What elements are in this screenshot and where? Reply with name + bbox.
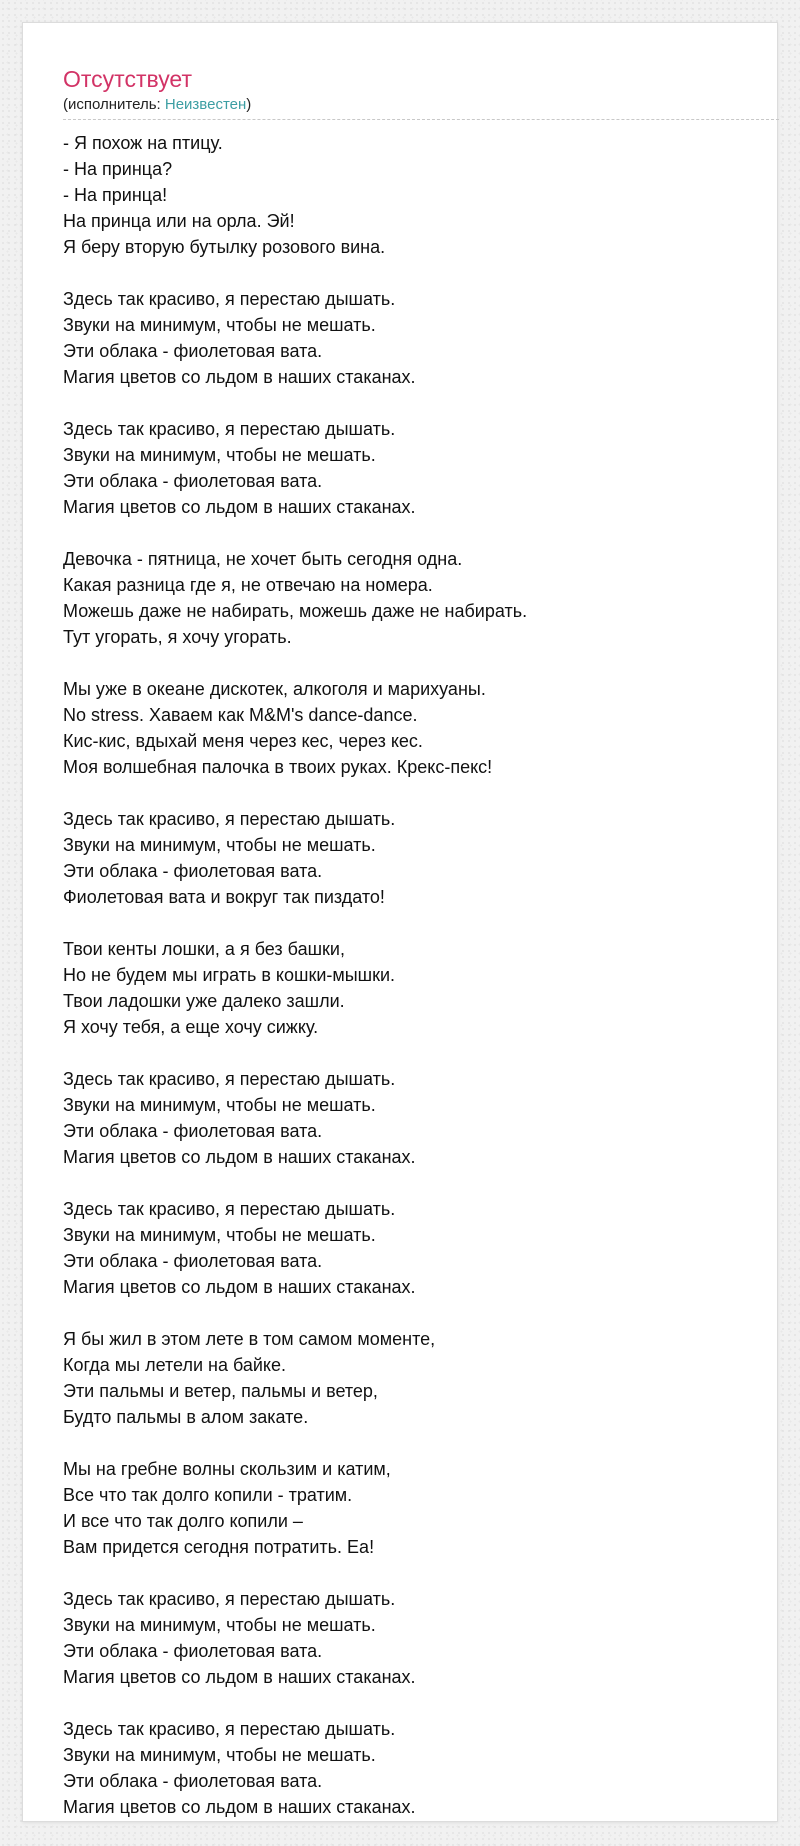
- artist-prefix: (исполнитель:: [63, 96, 165, 113]
- lyrics-line: Тут угорать, я хочу угорать.: [63, 627, 292, 647]
- lyrics-line: Когда мы летели на байке.: [63, 1355, 287, 1375]
- lyrics-stanza: [63, 1196, 779, 1300]
- lyrics-stanza: [63, 1066, 779, 1170]
- lyrics-line: Звуки на минимум, чтобы не мешать.: [63, 1095, 376, 1115]
- lyrics-stanza: [63, 546, 779, 650]
- lyrics-body: [63, 130, 779, 1820]
- lyrics-line: Звуки на минимум, чтобы не мешать.: [63, 315, 376, 335]
- lyrics-line: Магия цветов со льдом в наших стаканах.: [63, 1667, 416, 1687]
- lyrics-line: И все что так долго копили –: [63, 1511, 303, 1531]
- lyrics-line: Можешь даже не набирать, можешь даже не набирать.: [63, 601, 528, 621]
- lyrics-line: Мы на гребне волны скользим и катим,: [63, 1459, 391, 1479]
- lyrics-line: Вам придется сегодня потратить. Еа!: [63, 1537, 375, 1557]
- lyrics-line: Эти пальмы и ветер, пальмы и ветер,: [63, 1381, 378, 1401]
- lyrics-line: Все что так долго копили - тратим.: [63, 1485, 353, 1505]
- lyrics-line: - Я похож на птицу.: [63, 133, 223, 153]
- lyrics-line: Магия цветов со льдом в наших стаканах.: [63, 497, 416, 517]
- lyrics-line: Здесь так красиво, я перестаю дышать.: [63, 809, 396, 829]
- lyrics-line: Эти облака - фиолетовая вата.: [63, 1641, 323, 1661]
- lyrics-line: Эти облака - фиолетовая вата.: [63, 1251, 323, 1271]
- lyrics-line: Здесь так красиво, я перестаю дышать.: [63, 1199, 396, 1219]
- lyrics-stanza: [63, 416, 779, 520]
- lyrics-stanza: [63, 936, 779, 1040]
- lyrics-line: Я бы жил в этом лете в том самом моменте,: [63, 1329, 436, 1349]
- lyrics-line: - На принца?: [63, 159, 173, 179]
- lyrics-stanza: [63, 1456, 779, 1560]
- lyrics-line: Твои кенты лошки, а я без башки,: [63, 939, 345, 959]
- lyrics-line: Эти облака - фиолетовая вата.: [63, 471, 323, 491]
- lyrics-line: Фиолетовая вата и вокруг так пиздато!: [63, 887, 385, 907]
- lyrics-line: Здесь так красиво, я перестаю дышать.: [63, 289, 396, 309]
- lyrics-stanza: [63, 806, 779, 910]
- lyrics-card: [22, 22, 778, 1822]
- artist-line: [63, 95, 757, 115]
- lyrics-line: Девочка - пятница, не хочет быть сегодня одна.: [63, 549, 463, 569]
- lyrics-stanza: [63, 286, 779, 390]
- lyrics-line: Звуки на минимум, чтобы не мешать.: [63, 1615, 376, 1635]
- lyrics-line: Магия цветов со льдом в наших стаканах.: [63, 1147, 416, 1167]
- lyrics-line: Эти облака - фиолетовая вата.: [63, 1771, 323, 1791]
- lyrics-line: Кис-кис, вдыхай меня через кес, через кес.: [63, 731, 423, 751]
- lyrics-line: - На принца!: [63, 185, 168, 205]
- lyrics-stanza: [63, 1716, 779, 1820]
- lyrics-line: Я хочу тебя, а еще хочу сижку.: [63, 1017, 319, 1037]
- lyrics-line: Но не будем мы играть в кошки-мышки.: [63, 965, 396, 985]
- lyrics-line: Звуки на минимум, чтобы не мешать.: [63, 1225, 376, 1245]
- lyrics-stanza: [63, 1326, 779, 1430]
- lyrics-line: Звуки на минимум, чтобы не мешать.: [63, 1745, 376, 1765]
- lyrics-line: No stress. Хаваем как M&M's dance-dance.: [63, 705, 418, 725]
- lyrics-line: Здесь так красиво, я перестаю дышать.: [63, 419, 396, 439]
- lyrics-line: Магия цветов со льдом в наших стаканах.: [63, 367, 416, 387]
- lyrics-stanza: [63, 676, 779, 780]
- lyrics-line: Звуки на минимум, чтобы не мешать.: [63, 835, 376, 855]
- lyrics-line: Здесь так красиво, я перестаю дышать.: [63, 1069, 396, 1089]
- lyrics-line: Здесь так красиво, я перестаю дышать.: [63, 1589, 396, 1609]
- song-title: Отсутствует: [63, 66, 192, 92]
- lyrics-line: Магия цветов со льдом в наших стаканах.: [63, 1277, 416, 1297]
- lyrics-line: Какая разница где я, не отвечаю на номера.: [63, 575, 433, 595]
- lyrics-line: Магия цветов со льдом в наших стаканах.: [63, 1797, 416, 1817]
- artist-suffix: ): [246, 96, 252, 113]
- lyrics-stanza: [63, 130, 779, 260]
- artist-link[interactable]: Неизвестен: [164, 96, 247, 113]
- lyrics-line: Эти облака - фиолетовая вата.: [63, 341, 323, 361]
- lyrics-line: Будто пальмы в алом закате.: [63, 1407, 309, 1427]
- lyrics-line: Я беру вторую бутылку розового вина.: [63, 237, 386, 257]
- lyrics-stanza: [63, 1586, 779, 1690]
- lyrics-line: Мы уже в океане дискотек, алкоголя и марихуаны.: [63, 679, 486, 699]
- lyrics-line: На принца или на орла. Эй!: [63, 211, 295, 231]
- lyrics-line: Твои ладошки уже далеко зашли.: [63, 991, 345, 1011]
- lyrics-line: Моя волшебная палочка в твоих руках. Крекс-пекс!: [63, 757, 493, 777]
- dashed-divider: [63, 119, 779, 120]
- lyrics-line: Здесь так красиво, я перестаю дышать.: [63, 1719, 396, 1739]
- lyrics-line: Эти облака - фиолетовая вата.: [63, 861, 323, 881]
- lyrics-line: Эти облака - фиолетовая вата.: [63, 1121, 323, 1141]
- lyrics-line: Звуки на минимум, чтобы не мешать.: [63, 445, 376, 465]
